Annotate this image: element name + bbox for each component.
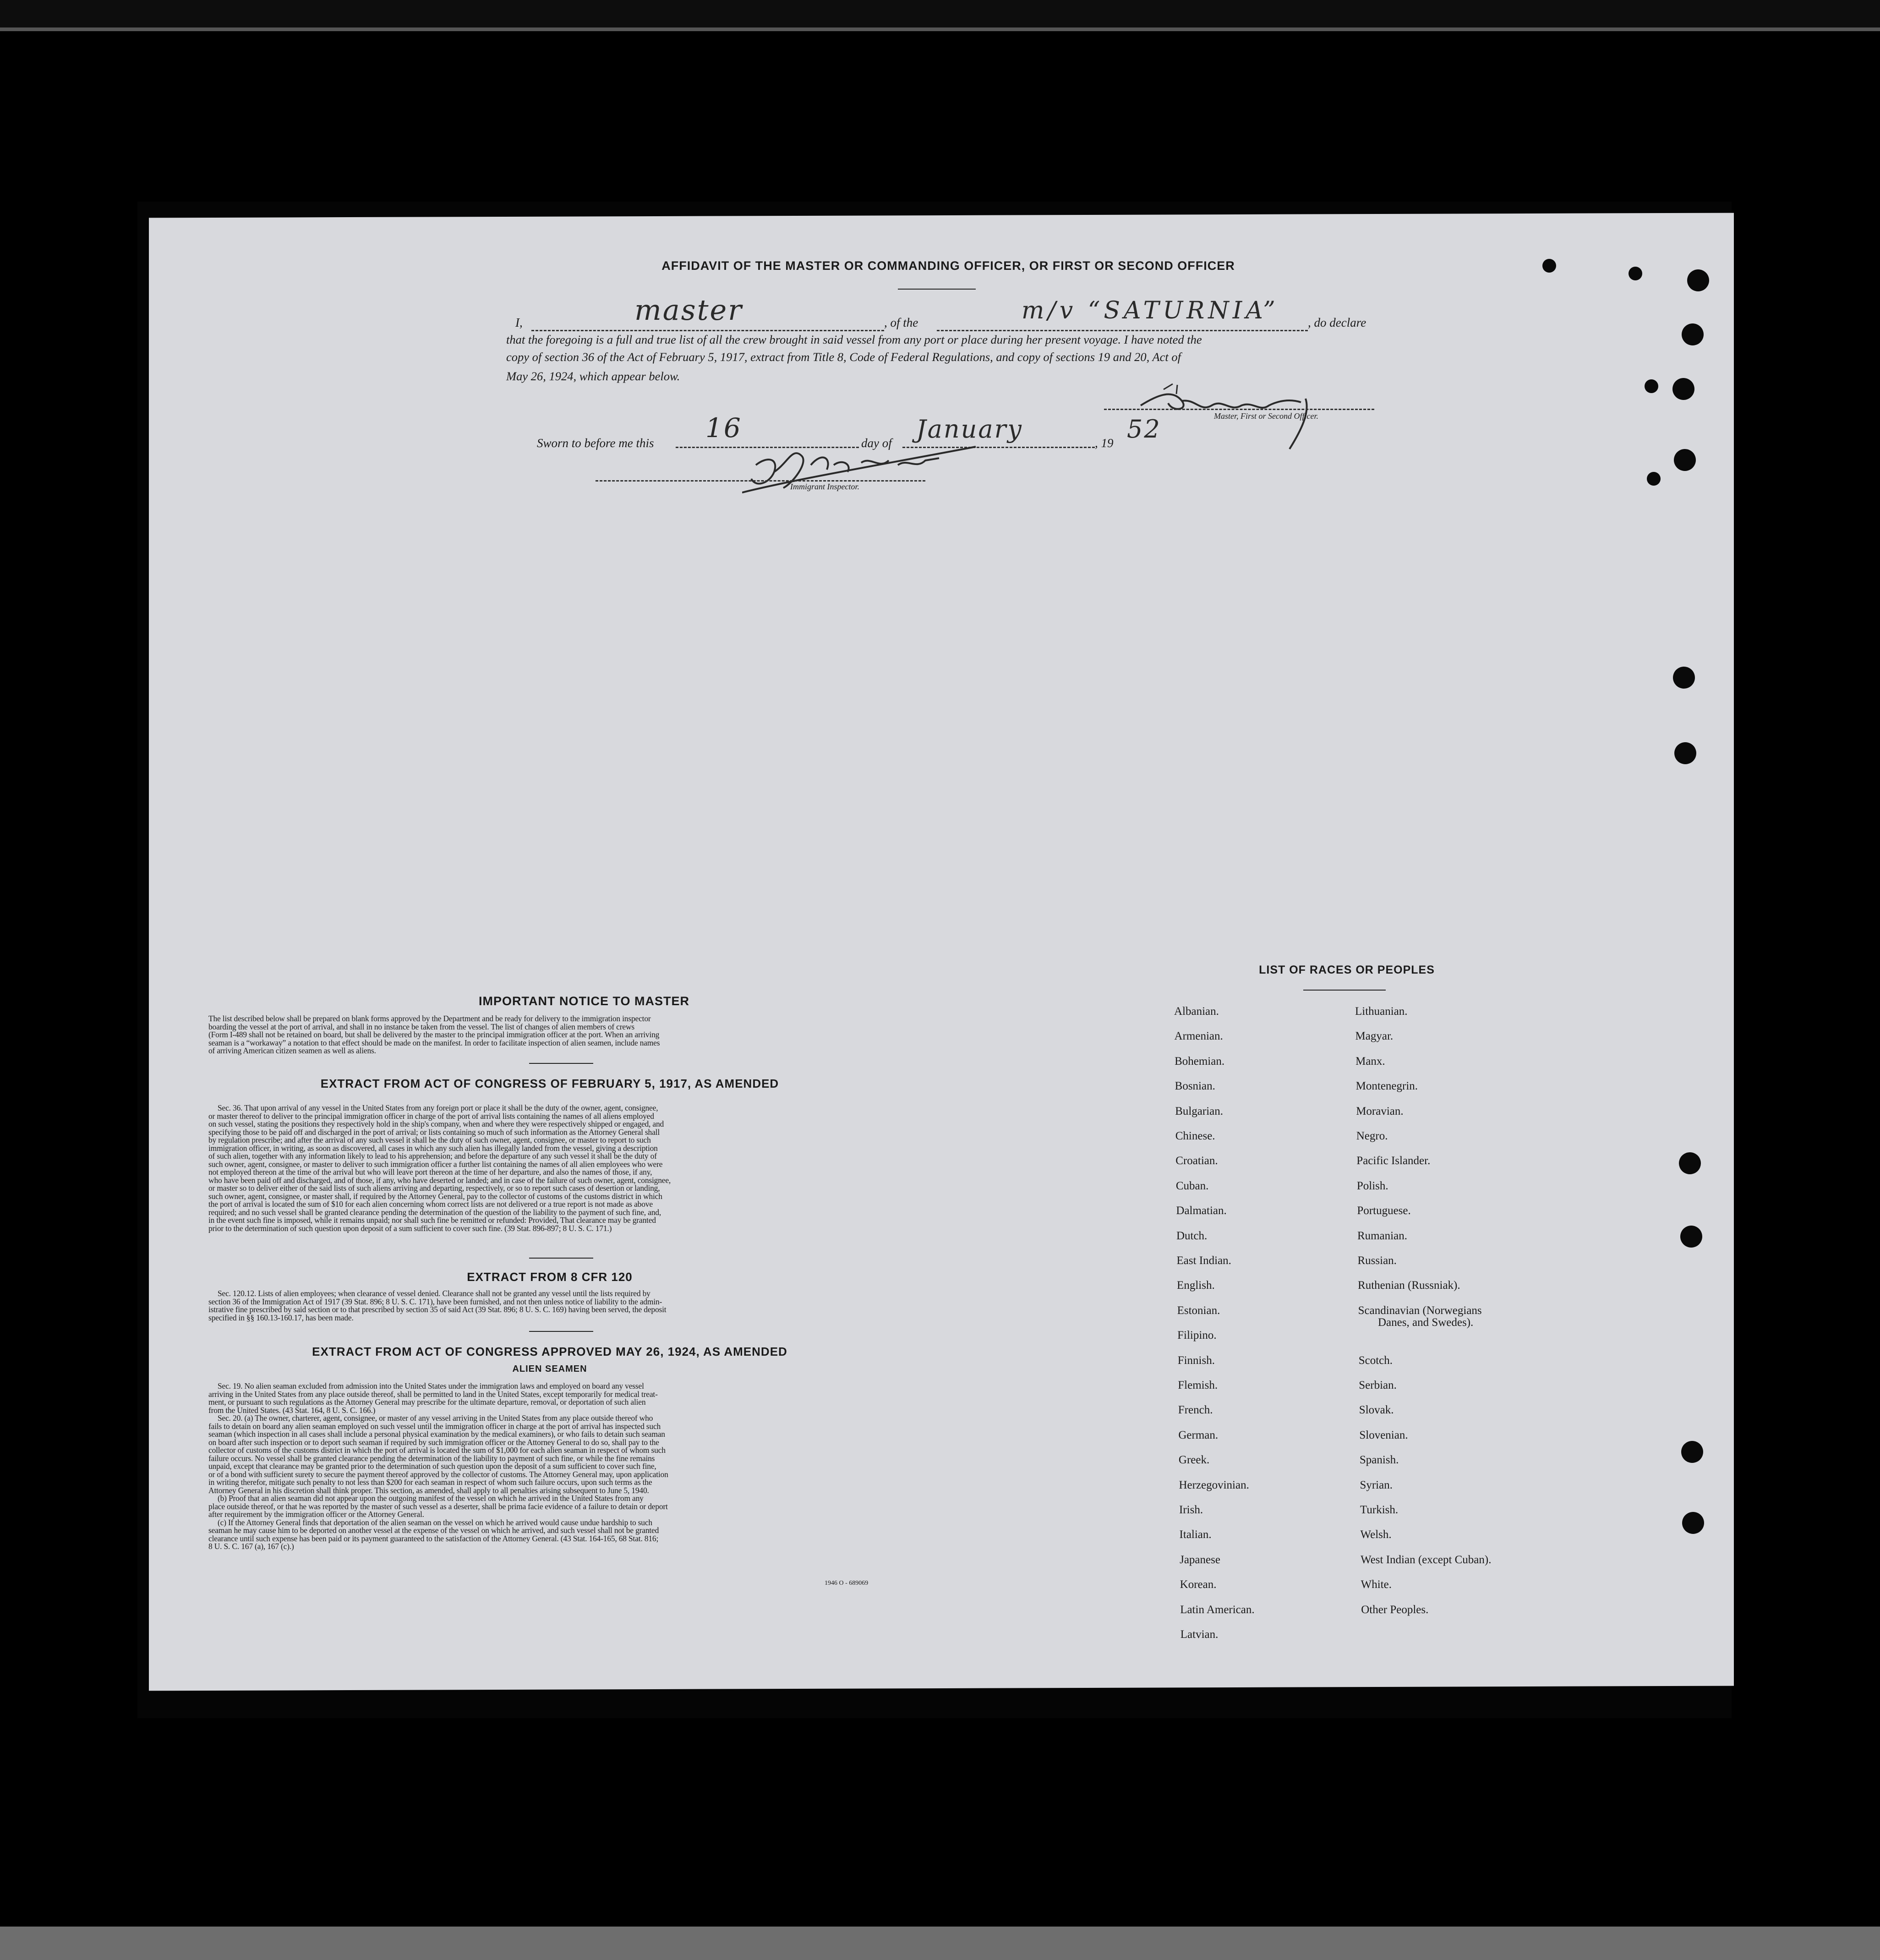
notice-line: (Form I-489 shall not be retained on board, but shall be delivered by the master to the principal immigration officer at the port. When an arriving xyxy=(208,1030,660,1039)
race-item: Magyar. xyxy=(1355,1030,1394,1043)
extract-line: Attorney General in his discretion shall think proper. This section, as amended, shall apply to all penalties arising subsequent to June 5, 1940. xyxy=(208,1485,649,1495)
race-item: Irish. xyxy=(1179,1504,1203,1516)
race-item: Spanish. xyxy=(1359,1454,1399,1467)
race-item: Dalmatian. xyxy=(1176,1204,1227,1217)
race-item: Greek. xyxy=(1178,1454,1210,1467)
race-item: Welsh. xyxy=(1360,1528,1392,1541)
extract-line: ment, or pursuant to such regulations as the Attorney General may prescribe for the ultimate departure, removal, or deportation of such alien xyxy=(208,1397,646,1407)
handwritten-year: 52 xyxy=(1127,415,1161,443)
race-item: Ruthenian (Russniak). xyxy=(1358,1279,1460,1292)
race-item: Syrian. xyxy=(1360,1478,1393,1491)
handwritten-master: master xyxy=(634,293,743,327)
punch-hole xyxy=(1647,472,1661,486)
race-item: Estonian. xyxy=(1177,1304,1220,1317)
master-signature-line xyxy=(1104,409,1374,410)
race-item: Filipino. xyxy=(1177,1329,1217,1342)
extract-1917-title: EXTRACT FROM ACT OF CONGRESS OF FEBRUARY 5, 1917, AS AMENDED xyxy=(320,1077,779,1090)
master-signature-caption: Master, First or Second Officer. xyxy=(1214,411,1318,421)
race-item: West Indian (except Cuban). xyxy=(1361,1553,1492,1566)
extract-line: specifying those to be paid off and discharged in the port of arrival; or lists containing so much of such information as the Attorney General shall xyxy=(208,1127,660,1137)
race-item: Serbian. xyxy=(1359,1379,1397,1391)
punch-hole xyxy=(1687,269,1709,291)
race-item: Croatian. xyxy=(1175,1155,1218,1167)
extract-line: not employed thereon at the time of the arrival but who will leave port thereon at the time of her departure, and also the names of those, if any, xyxy=(208,1167,652,1177)
scanner-top-edge xyxy=(0,27,1880,31)
race-item: Latvian. xyxy=(1180,1628,1219,1641)
extract-line: collector of customs of the customs district in which the port of arrival is located the sum of $1,000 for each alien seaman in respect of whom such xyxy=(208,1445,666,1455)
scanner-bottom-band xyxy=(0,1927,1880,1960)
sworn-day-of: day of xyxy=(861,436,892,450)
race-item: Lithuanian. xyxy=(1355,1005,1408,1018)
extract-line: section 36 of the Immigration Act of 1917 (39 Stat. 896; 8 U. S. C. 171), have been furnished, and not then unless notice of liability to the admin- xyxy=(208,1297,662,1306)
extract-line: arriving in the United States from any place outside thereof, shall be permitted to land in the United States, except temporarily for medical treat- xyxy=(208,1389,658,1399)
extract-line: specified in §§ 160.13-160.17, has been made. xyxy=(208,1313,354,1322)
handwritten-vessel-name: m/v “SATURNIA” xyxy=(1022,297,1279,324)
extract-line: in the event such fine is imposed, while it remains unpaid; nor shall such fine be remitted or refunded: Provided, That clearance may be granted xyxy=(208,1215,656,1225)
race-item: Moravian. xyxy=(1356,1105,1404,1117)
race-item: Negro. xyxy=(1356,1130,1388,1142)
race-item: Armenian. xyxy=(1174,1030,1223,1043)
race-item: Russian. xyxy=(1357,1254,1397,1267)
scanner-top-band xyxy=(0,0,1880,27)
extract-1917-text xyxy=(208,1104,891,1232)
extract-line: (b) Proof that an alien seaman did not appear upon the outgoing manifest of the vessel on which he arrived in the United States from any xyxy=(218,1494,644,1503)
handwritten-month: January xyxy=(916,415,1023,443)
extract-line: or master thereof to deliver to the principal immigration officer in charge of the port of arrival lists containing the names of all aliens employed xyxy=(208,1111,654,1121)
section-divider xyxy=(529,1331,593,1332)
extract-line: failure occurs. No vessel shall be granted clearance pending the determination of the liability to payment of such fine, or while the fine remains xyxy=(208,1453,655,1463)
section-divider xyxy=(529,1063,593,1064)
extract-line: 8 U. S. C. 167 (a), 167 (c).) xyxy=(208,1542,294,1551)
race-item: Korean. xyxy=(1180,1578,1217,1591)
race-item: Slovenian. xyxy=(1359,1429,1408,1441)
extract-line: by regulation prescribe; and after the arrival of any such vessel it shall be the duty of such owner, agent, consignee, or master to report to such xyxy=(208,1135,651,1144)
extract-line: of such alien, together with any information likely to lead to his apprehension; and before the departure of any such vessel it shall be the duty of xyxy=(208,1151,657,1161)
sworn-year-prefix: , 19 xyxy=(1095,436,1114,450)
race-item: Italian. xyxy=(1179,1528,1212,1541)
extract-line: fails to detain on board any alien seaman employed on such vessel until the immigration officer in charge at the port of arrival has inspected such xyxy=(208,1421,661,1431)
race-item: Polish. xyxy=(1356,1179,1388,1192)
race-item: Slovak. xyxy=(1359,1404,1394,1417)
race-item: Bosnian. xyxy=(1175,1080,1215,1093)
race-item: Manx. xyxy=(1355,1055,1385,1068)
extract-line: Sec. 19. No alien seaman excluded from admission into the United States under the immigration laws and employed on board any vessel xyxy=(218,1381,644,1391)
punch-hole xyxy=(1542,259,1556,273)
notice-line: The list described below shall be prepared on blank forms approved by the Department and be ready for delivery to the immigration inspector xyxy=(208,1014,651,1023)
extract-cfr-text xyxy=(208,1290,891,1322)
punch-hole xyxy=(1680,1226,1702,1248)
extract-1924-title: EXTRACT FROM ACT OF CONGRESS APPROVED MAY 26, 1924, AS AMENDED xyxy=(312,1345,787,1358)
extract-line: in writing therefor, mitigate such penalty to not less than $200 for each seaman in respect of whom such failure occurs, upon such terms as the xyxy=(208,1478,652,1487)
affidavit-of-the: , of the xyxy=(884,316,918,329)
extract-1924-text xyxy=(208,1382,891,1551)
race-item: Pacific Islander. xyxy=(1356,1155,1431,1167)
punch-hole xyxy=(1682,323,1704,345)
inspector-signature xyxy=(742,438,980,511)
affidavit-line2: that the foregoing is a full and true list of all the crew brought in said vessel from any port or place during her present voyage. I have noted the xyxy=(506,333,1202,346)
extract-line: Sec. 36. That upon arrival of any vessel in the United States from any foreign port or place it shall be the duty of the owner, agent, consignee, xyxy=(218,1103,658,1112)
extract-line: (c) If the Attorney General finds that deportation of the alien seaman on the vessel on which he arrived would cause undue hardship to such xyxy=(218,1517,652,1527)
extract-line: the port of arrival is located the sum of $10 for each alien concerning whom correct lists are not delivered or a true report is not made as above xyxy=(208,1199,653,1209)
extract-1924-subtitle: ALIEN SEAMEN xyxy=(512,1364,587,1374)
affidavit-title-rule xyxy=(898,289,976,290)
punch-hole xyxy=(1629,267,1642,280)
race-item: Japanese xyxy=(1180,1553,1220,1566)
extract-line: seaman (which inspection in all cases shall include a personal physical examination by the medical examiners), or who fails to detain such seaman xyxy=(208,1429,665,1439)
race-item: White. xyxy=(1361,1578,1392,1591)
extract-line: on such vessel, stating the positions they respectively hold in the ship's company, when and where they were respectively shipped or engaged, and xyxy=(208,1119,664,1128)
affidavit-title: AFFIDAVIT OF THE MASTER OR COMMANDING OFFICER, OR FIRST OR SECOND OFFICER xyxy=(661,259,1235,273)
race-item: French. xyxy=(1178,1404,1213,1417)
extract-line: from the United States. (43 Stat. 164, 8 U. S. C. 166.) xyxy=(208,1405,376,1415)
race-item: Rumanian. xyxy=(1357,1229,1407,1242)
inspector-signature-line xyxy=(596,480,925,482)
extract-line: after requirement by the immigration officer or the Attorney General. xyxy=(208,1510,424,1519)
handwritten-day: 16 xyxy=(705,412,742,443)
extract-line: istrative fine prescribed by said section or to that prescribed by section 35 of said Act (39 Stat. 896; 8 U. S. C. 169) having been served, the deposit xyxy=(208,1305,667,1314)
races-title: LIST OF RACES OR PEOPLES xyxy=(1259,964,1435,976)
punch-hole xyxy=(1682,1512,1704,1534)
extract-line: clearance until such expense has been paid or its payment guaranteed to the satisfaction of the Attorney General. (43 Stat. 164-165, 68 Stat. 816; xyxy=(208,1533,659,1543)
affidavit-line3: copy of section 36 of the Act of February 5, 1917, extract from Title 8, Code of Federal Regulations, and copy of sections 19 and 20, Act of xyxy=(506,350,1181,364)
race-item: Scandinavian (Norwegians xyxy=(1358,1304,1482,1317)
punch-hole xyxy=(1681,1441,1703,1463)
race-item: Other Peoples. xyxy=(1361,1603,1429,1616)
race-item: Albanian. xyxy=(1174,1005,1219,1018)
race-item: German. xyxy=(1178,1429,1219,1441)
extract-line: or master so to deliver either of the said lists of such aliens arriving and departing, respectively, or so to report such cases of desertion or landing, xyxy=(208,1183,660,1193)
notice-text xyxy=(208,1015,891,1055)
affidavit-line4: May 26, 1924, which appear below. xyxy=(506,369,680,383)
race-item: Bulgarian. xyxy=(1175,1105,1224,1117)
race-item: Dutch. xyxy=(1176,1229,1208,1242)
extract-line: on board after such inspection or to deport such seaman if required by such immigration officer or the Attorney General to do so, shall pay to the xyxy=(208,1437,659,1447)
punch-hole xyxy=(1673,667,1695,689)
extract-line: unpaid, except that clearance may be granted prior to the determination of such question upon the deposit of a sum sufficient to cover such fine, xyxy=(208,1462,656,1471)
race-item: English. xyxy=(1177,1279,1215,1292)
extract-line: who have been paid off and discharged, and of those, if any, who have deserted or landed; and in case of the failure of such owner, agent, consignee, xyxy=(208,1175,671,1185)
notice-title: IMPORTANT NOTICE TO MASTER xyxy=(479,994,689,1008)
race-item: Scotch. xyxy=(1358,1354,1393,1367)
section-divider xyxy=(529,1258,593,1259)
extract-cfr-title: EXTRACT FROM 8 CFR 120 xyxy=(467,1270,633,1284)
notice-line: boarding the vessel at the port of arrival, and shall in no instance be taken from the vessel. The list of changes of alien members of crews xyxy=(208,1022,634,1031)
affidavit-line1-suffix: , do declare xyxy=(1308,316,1366,329)
extract-line: required; and no such vessel shall be granted clearance pending the determination of the question of the liability to the payment of such fine, and, xyxy=(208,1207,661,1217)
extract-line: immigration officer, in writing, as soon as discovered, all cases in which any such alien has illegally landed from the vessel, giving a description xyxy=(208,1143,658,1153)
race-item: Portuguese. xyxy=(1357,1204,1411,1217)
extract-line: Sec. 120.12. Lists of alien employees; when clearance of vessel denied. Clearance shall not be granted any vessel until the lists required by xyxy=(218,1289,650,1298)
extract-line: such owner, agent, consignee, or master to deliver to such immigration officer a further list containing the names of all alien employees who were xyxy=(208,1159,663,1169)
race-item: East Indian. xyxy=(1176,1254,1231,1267)
punch-hole xyxy=(1645,379,1658,393)
race-item: Montenegrin. xyxy=(1355,1080,1418,1093)
races-title-rule xyxy=(1303,990,1386,991)
inspector-caption: Immigrant Inspector. xyxy=(790,482,859,491)
extract-line: or of a bond with sufficient surety to secure the payment thereof approved by the collector of customs. The Attorney General may, upon application xyxy=(208,1469,668,1479)
punch-hole xyxy=(1679,1152,1701,1174)
race-item: Chinese. xyxy=(1175,1130,1215,1142)
affidavit-line1-prefix: I, xyxy=(515,316,523,329)
race-item: Bohemian. xyxy=(1175,1055,1225,1068)
punch-hole xyxy=(1674,449,1696,471)
punch-hole xyxy=(1674,742,1696,764)
sworn-prefix: Sworn to before me this xyxy=(537,436,654,450)
race-item: Cuban. xyxy=(1175,1179,1209,1192)
race-item: Latin American. xyxy=(1180,1603,1255,1616)
extract-line: such owner, agent, consignee, or master shall, if required by the Attorney General, pay to the collector of customs of the customs district in which xyxy=(208,1191,662,1201)
print-code: 1946 O - 689069 xyxy=(825,1580,869,1587)
race-item: Danes, and Swedes). xyxy=(1378,1316,1474,1329)
race-item: Herzegovinian. xyxy=(1179,1478,1249,1491)
extract-line: seaman he may cause him to be deported on another vessel at the expense of the vessel on which he arrived, and such vessel shall not be granted xyxy=(208,1526,659,1535)
notice-line: of arriving American citizen seamen as well as aliens. xyxy=(208,1046,376,1055)
race-item: Flemish. xyxy=(1178,1379,1218,1391)
punch-hole xyxy=(1672,378,1694,400)
extract-line: prior to the determination of such question upon deposit of a sum sufficient to cover such fine. (39 Stat. 896-897; 8 U. S. C. 171.) xyxy=(208,1223,612,1233)
extract-line: Sec. 20. (a) The owner, charterer, agent, consignee, or master of any vessel arriving in the United States from any place outside thereof who xyxy=(218,1413,653,1423)
race-item: Finnish. xyxy=(1177,1354,1215,1367)
extract-line: place outside thereof, or that he was reported by the master of such vessel as a deserter, shall be prima facie evidence of a failure to detain or deport xyxy=(208,1501,668,1511)
race-item: Turkish. xyxy=(1360,1504,1399,1516)
notice-line: seaman is a “workaway” a notation to that effect should be made on the manifest. In order to facilitate inspection of alien seamen, include names xyxy=(208,1038,660,1047)
